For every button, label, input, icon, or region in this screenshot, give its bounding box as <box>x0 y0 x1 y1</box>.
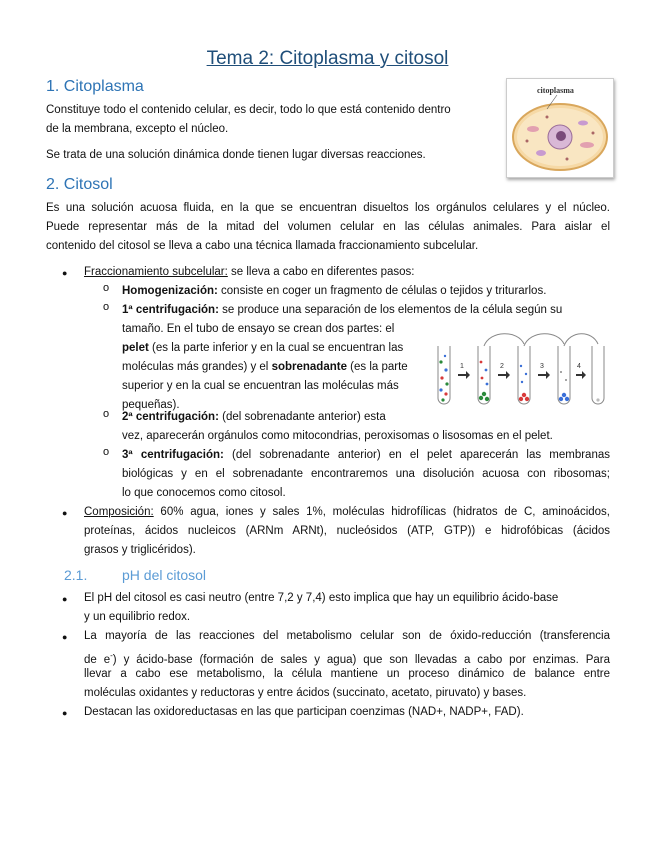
sub-bullet-icon: o <box>103 282 110 294</box>
centrifugacion-1-item: 1ª centrifugación: se produce una separación de los elementos de la célula según su tamaño. En el tubo de ensayo se crean dos partes: el pelet (es la parte inferior y en la cual se encuentran las moléculas más grandes) y el sobrenadante (es la parte superior y en la cual se encuentran las moléculas más pequeñas). <box>122 304 563 411</box>
fraccionamiento-item: Fraccionamiento subcelular: se lleva a cabo en diferentes pasos: <box>84 266 415 278</box>
centrifugacion-2-item: 2ª centrifugación: (del sobrenadante anterior) esta vez, aparecerán orgánulos como mitocondrias, peroxisomas o lisosomas en el pelet. <box>122 411 553 442</box>
tube-step-2: 2 <box>500 363 504 370</box>
tube-step-3: 3 <box>540 363 544 370</box>
bullet-icon: ● <box>62 268 68 278</box>
tube-step-1: 1 <box>460 363 464 370</box>
citoplasma-figure <box>506 78 614 178</box>
citoplasma-paragraph-1: Constituye todo el contenido celular, es decir, todo lo que está contenido dentro de la membrana, excepto el núcleo. <box>46 104 451 135</box>
page-title: Tema 2: Citoplasma y citosol <box>206 48 449 69</box>
bullet-icon: ● <box>62 708 68 718</box>
heading-citosol: 2. Citosol <box>46 176 113 193</box>
heading-ph-citosol: 2.1. pH del citosol <box>64 567 207 583</box>
centrifugacion-3-item: 3ª centrifugación: (del sobrenadante anterior) en el pelet aparecerán las membranas biológicas y en el sobrenadante encontraremos una disolución acuosa con ribosomas; lo que conocemos como citosol. <box>122 449 610 499</box>
citoplasma-figure-label: citoplasma <box>537 86 574 95</box>
ph-item-3: Destacan las oxidoreductasas en las que participan coenzimas (NAD+, NADP+, FAD). <box>84 706 524 718</box>
sub-bullet-icon: o <box>103 301 110 313</box>
citosol-paragraph: Es una solución acuosa fluida, en la que se encuentran disueltos los orgánulos celulares y el núcleo. Puede representar más de la mitad del volumen celular en las células animales. Para aislar el contenido del citosol se lleva a cabo una técnica llamada fraccionamiento subcelular. <box>46 202 610 252</box>
citoplasma-paragraph-2: Se trata de una solución dinámica donde tienen lugar diversas reacciones. <box>46 149 426 161</box>
sub-bullet-icon: o <box>103 446 110 458</box>
heading-citoplasma: 1. Citoplasma <box>46 78 144 95</box>
sub-bullet-icon: o <box>103 408 110 420</box>
homogenizacion-item: Homogenización: consiste en coger un fragmento de células o tejidos y triturarlos. <box>122 285 547 297</box>
bullet-icon: ● <box>62 508 68 518</box>
ph-item-1: El pH del citosol es casi neutro (entre 7,2 y 7,4) esto implica que hay un equilibrio ácido-base y un equilibrio redox. <box>84 592 559 623</box>
composicion-item: Composición: 60% agua, iones y sales 1%, moléculas hidrofílicas (hidratos de C, aminoácidos, proteínas, ácidos nucleicos (ARNm ARNt), nucleósidos (ATP, GTP)) e hidrofóbicas (ácidos grasos y triglicéridos). <box>84 506 610 556</box>
bullet-icon: ● <box>62 632 68 642</box>
bullet-icon: ● <box>62 594 68 604</box>
tube-step-4: 4 <box>577 363 581 370</box>
centrifugation-tubes-figure <box>432 332 610 412</box>
ph-item-2: La mayoría de las reacciones del metabolismo celular son de óxido-reducción (transferencia de e-) y ácido-base (formación de sales y agua) que son llevadas a cabo por enzimas. Para llevar a cabo ese metabolismo, la célula mantiene un proceso dinámico de balance entre moléculas oxidantes y reductoras y entre ácidos (succinato, acetato, piruvato) y bases. <box>84 630 610 699</box>
